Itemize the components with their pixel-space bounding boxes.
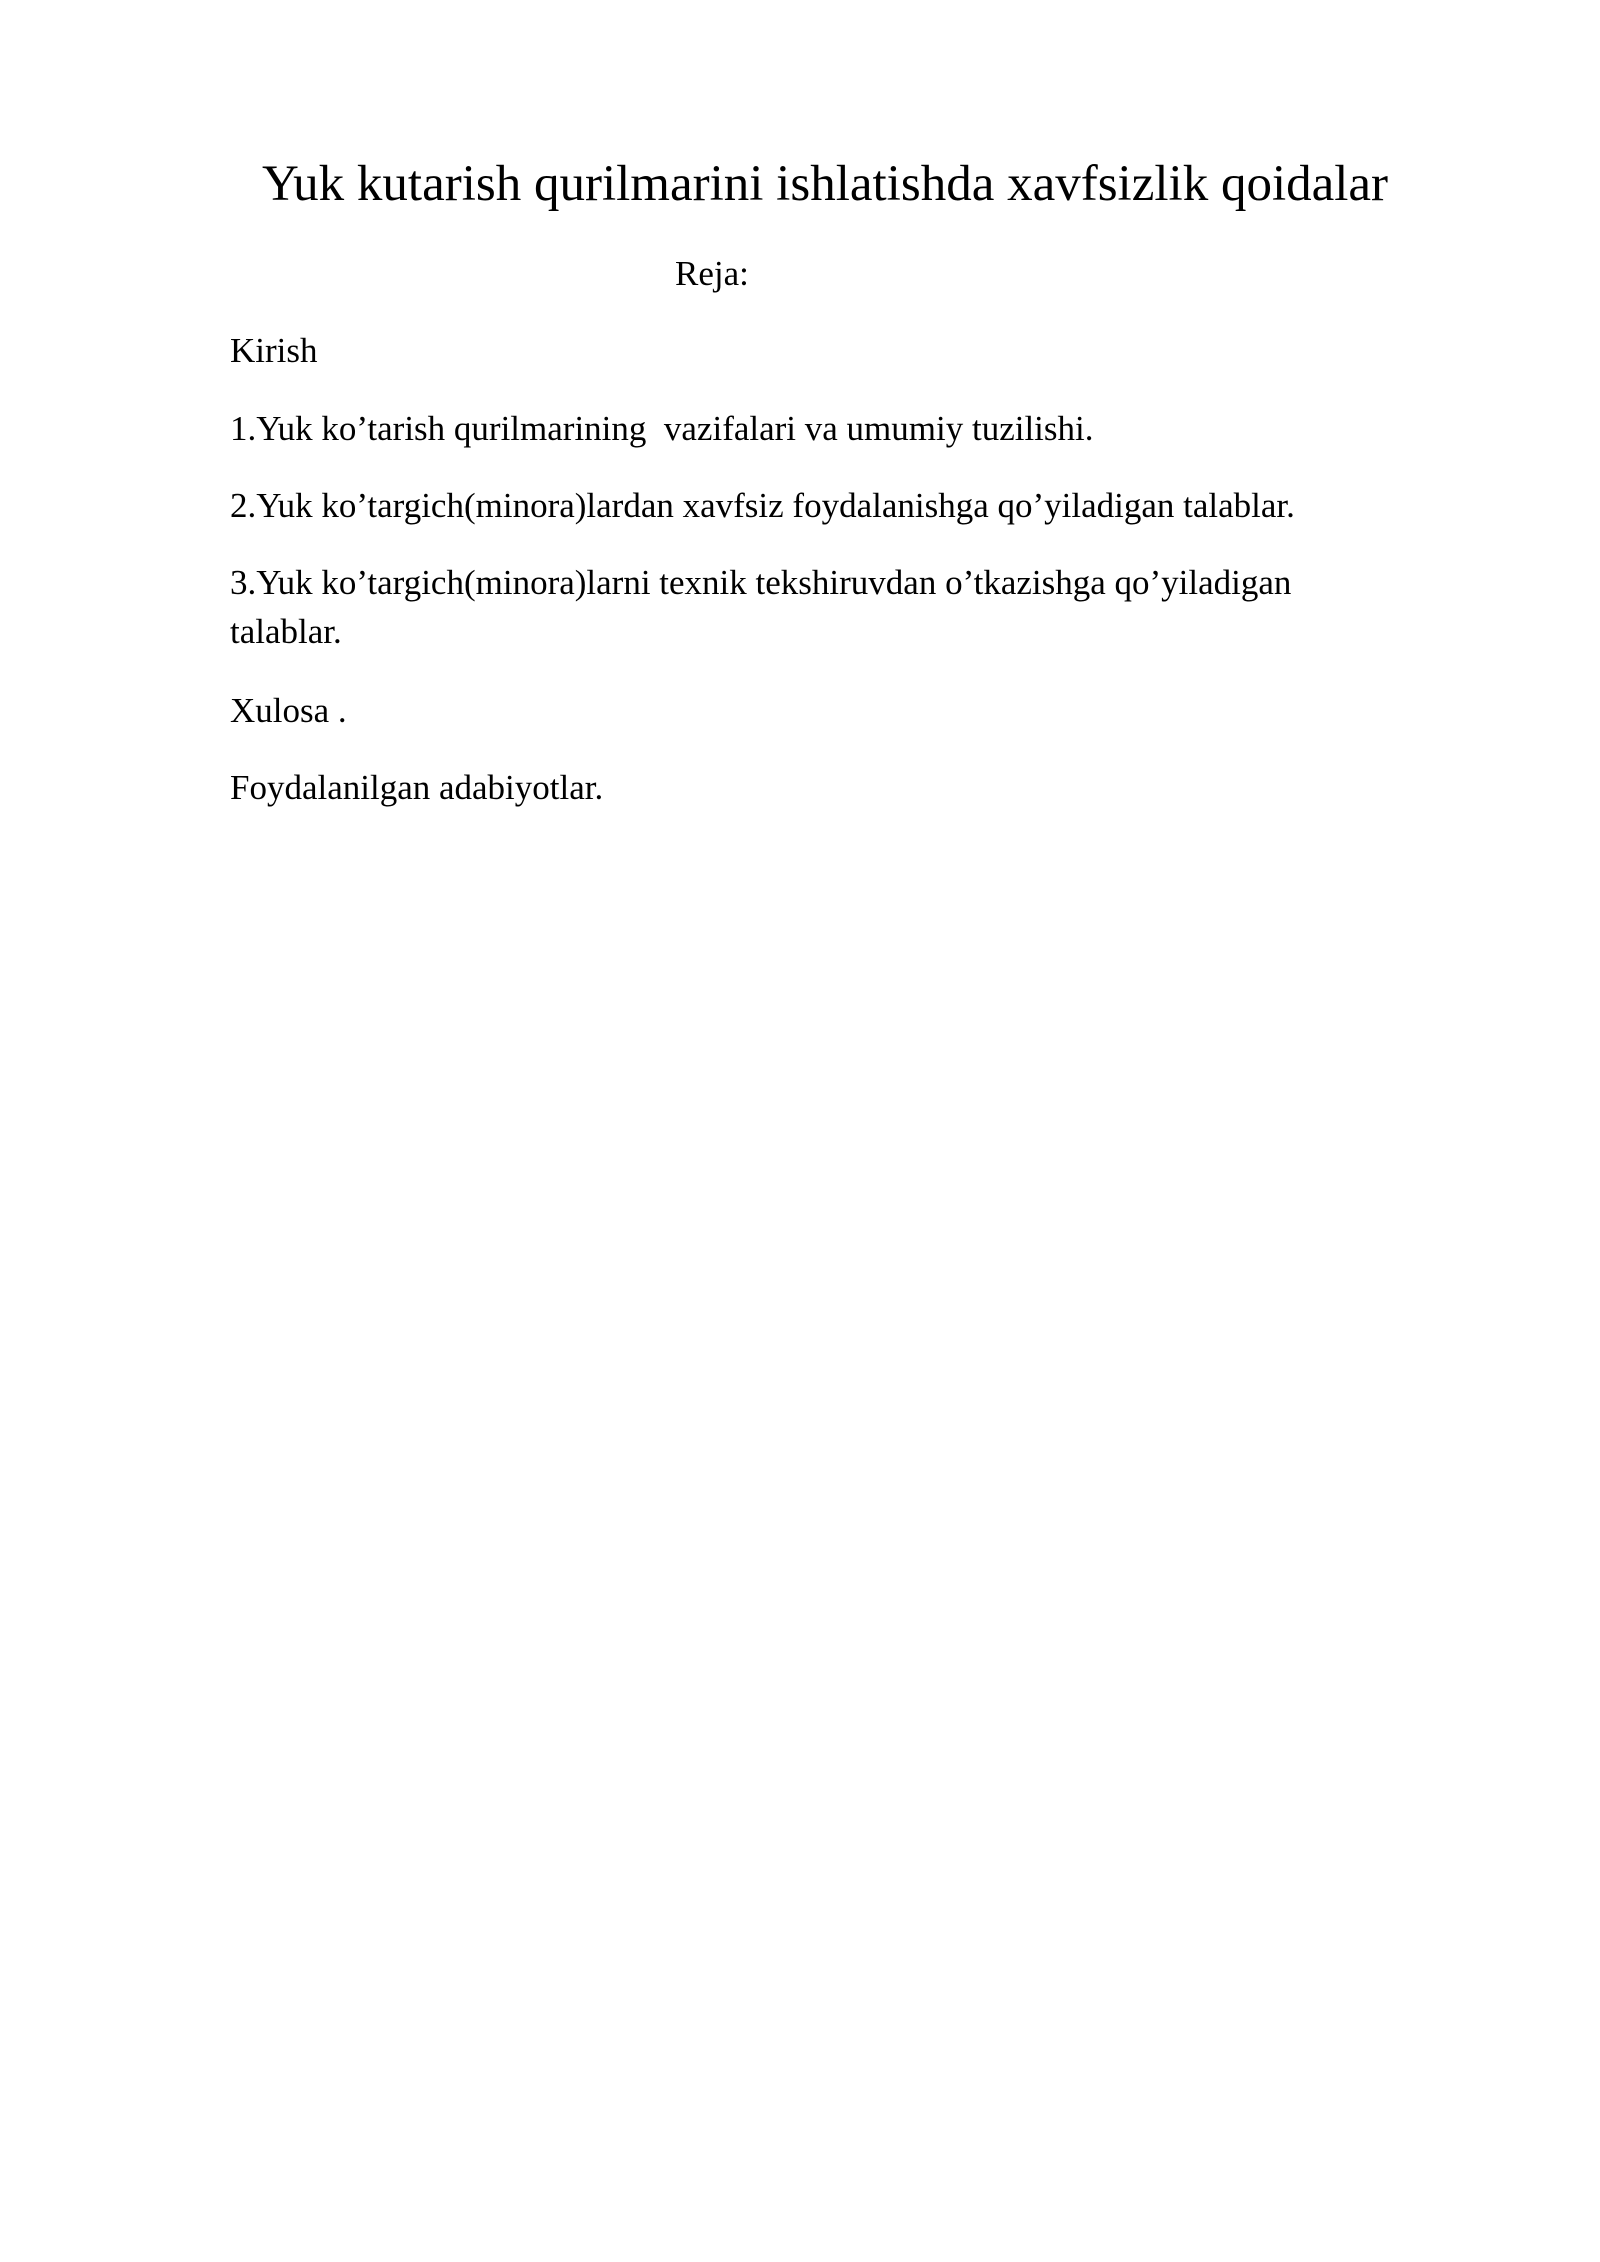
plan-heading: Reja: bbox=[675, 254, 749, 293]
plan-item-3: 3.Yuk ko’targich(minora)larni texnik tekshiruvdan o’tkazishga qo’yiladigan talablar. bbox=[230, 563, 1292, 651]
plan-item-conclusion: Xulosa . bbox=[230, 691, 347, 730]
plan-item-1: 1.Yuk ko’tarish qurilmarining vazifalari va umumiy tuzilishi. bbox=[230, 409, 1094, 448]
document-title: Yuk kutarish qurilmarini ishlatishda xavfsizlik qoidalar bbox=[262, 156, 1389, 212]
plan-item-references: Foydalanilgan adabiyotlar. bbox=[230, 768, 604, 807]
plan-item-2: 2.Yuk ko’targich(minora)lardan xavfsiz foydalanishga qo’yiladigan talablar. bbox=[230, 486, 1295, 525]
plan-item-intro: Kirish bbox=[230, 331, 318, 370]
